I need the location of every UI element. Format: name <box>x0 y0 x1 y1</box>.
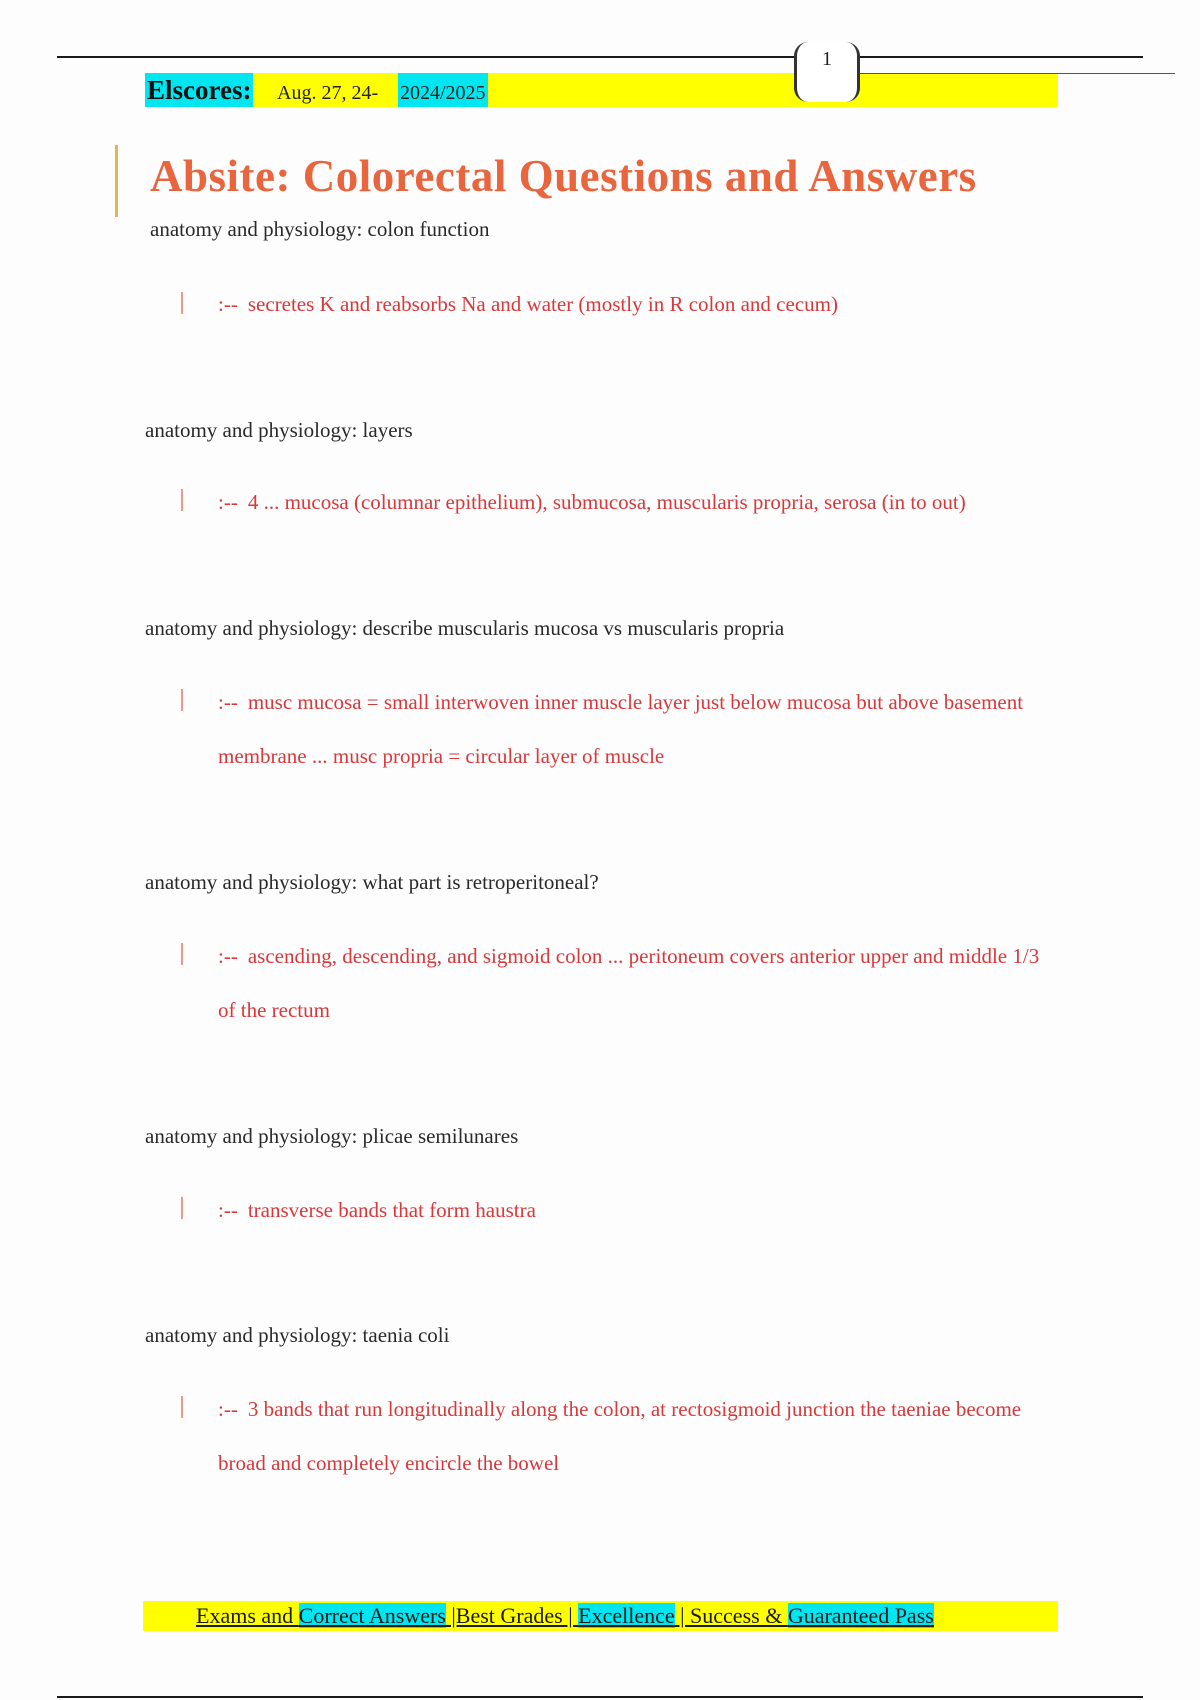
header-date: Aug. 27, 24- <box>277 82 379 104</box>
header-rule <box>57 56 1143 58</box>
header-year: 2024/2025 <box>398 73 488 107</box>
answer <box>218 1183 1058 1237</box>
page-title: Absite: Colorectal Questions and Answers <box>150 151 977 201</box>
answer-text: ascending, descending, and sigmoid colon ... peritoneum covers anterior upper and middle 1/3 of the rectum <box>218 944 1040 1022</box>
answer <box>218 929 1058 1037</box>
answer-lead: :-- <box>218 1198 238 1222</box>
answer-marker <box>181 943 183 965</box>
footer-part: | Success & <box>674 1603 788 1628</box>
answer-marker <box>181 1396 183 1418</box>
question: anatomy and physiology: what part is retroperitoneal? <box>145 870 599 894</box>
footer-part: Exams and <box>196 1603 299 1628</box>
footer-part: Excellence <box>578 1603 675 1628</box>
answer <box>218 1382 1058 1490</box>
answer-marker <box>181 489 183 511</box>
answer-text: secretes K and reabsorbs Na and water (mostly in R colon and cecum) <box>247 292 838 316</box>
header-rule-right <box>860 73 1175 74</box>
question: anatomy and physiology: plicae semilunares <box>145 1124 519 1148</box>
answer-lead: :-- <box>218 490 238 514</box>
answer-lead: :-- <box>218 292 238 316</box>
answer <box>218 475 1058 529</box>
footer-rule <box>57 1696 1143 1698</box>
answer-marker <box>181 1197 183 1219</box>
question: anatomy and physiology: taenia coli <box>145 1323 450 1347</box>
question: anatomy and physiology: colon function <box>150 217 490 241</box>
footer-part: Correct Answers <box>298 1603 446 1628</box>
answer-text: transverse bands that form haustra <box>247 1198 536 1222</box>
answer-lead: :-- <box>218 690 238 714</box>
answer-text: 3 bands that run longitudinally along the colon, at rectosigmoid junction the taeniae become broad and completely encircle the bowel <box>218 1397 1022 1475</box>
footer-part: Guaranteed Pass <box>787 1603 934 1628</box>
answer-text: musc mucosa = small interwoven inner muscle layer just below mucosa but above basement membrane ... musc propria = circular layer of muscle <box>218 690 1024 768</box>
page-number: 1 <box>822 48 832 70</box>
answer <box>218 675 1058 783</box>
answer-marker <box>181 689 183 711</box>
answer-lead: :-- <box>218 944 238 968</box>
answer-text: 4 ... mucosa (columnar epithelium), submucosa, muscularis propria, serosa (in to out) <box>247 490 966 514</box>
footer-tagline <box>196 1599 934 1633</box>
answer-marker <box>181 292 183 314</box>
header-brand: Elscores: <box>147 75 252 105</box>
footer-part: |Best Grades | <box>445 1603 579 1628</box>
question: anatomy and physiology: layers <box>145 418 413 442</box>
answer <box>218 277 1058 331</box>
answer-lead: :-- <box>218 1397 238 1421</box>
question: anatomy and physiology: describe muscularis mucosa vs muscularis propria <box>145 616 785 640</box>
title-accent-bar <box>115 145 118 217</box>
